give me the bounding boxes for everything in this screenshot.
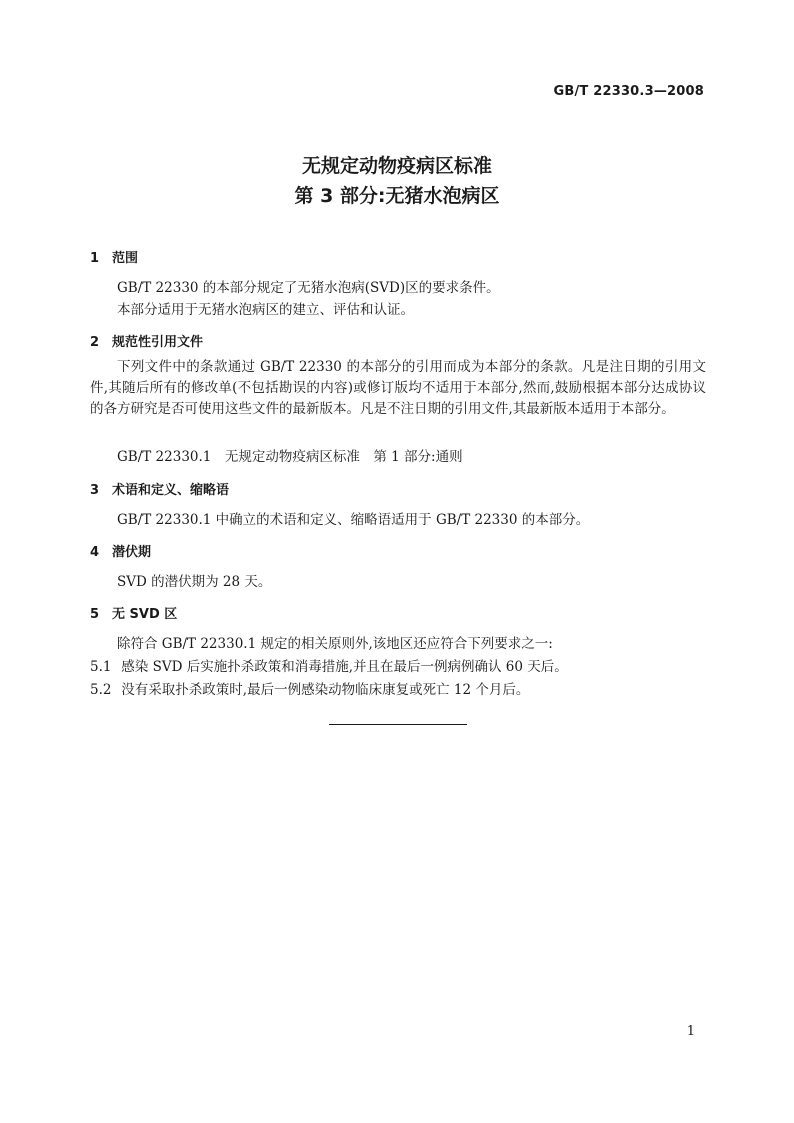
section-heading-scope (90, 247, 138, 266)
section-number: 3 (90, 483, 100, 498)
section-number: 2 (90, 335, 100, 350)
section-title: 无 SVD 区 (112, 607, 178, 622)
section-number: 1 (90, 251, 100, 266)
standard-code: GB/T 22330.3—2008 (553, 84, 704, 99)
clause-text: 没有采取扑杀政策时,最后一例感染动物临床康复或死亡 12 个月后。 (121, 682, 530, 698)
document-subtitle: 第 3 部分:无猪水泡病区 (294, 185, 500, 207)
scope-line-1: GB/T 22330 的本部分规定了无猪水泡病(SVD)区的要求条件。 (117, 280, 500, 296)
section-title: 潜伏期 (112, 545, 152, 560)
clause-number: 5.2 (90, 682, 112, 698)
section-number: 5 (90, 607, 100, 622)
normative-reference-entry: GB/T 22330.1 无规定动物疫病区标准 第 1 部分:通则 (117, 449, 463, 465)
section-title: 规范性引用文件 (112, 335, 204, 350)
section-title: 术语和定义、缩略语 (112, 483, 230, 498)
normative-references-paragraph: 下列文件中的条款通过 GB/T 22330 的本部分的引用而成为本部分的条款。凡是注日期的引用文件,其随后所有的修改单(不包括勘误的内容)或修订版均不适用于本部分,然而,鼓励根据本部分达成协议的各方研究是否可使用这些文件的最新版本。凡是不注日期的引用文件,其最新版本适用于本部分。 (90, 359, 706, 417)
clause-number: 5.1 (90, 659, 112, 675)
page-number: 1 (686, 1024, 695, 1039)
clause-text: 感染 SVD 后实施扑杀政策和消毒措施,并且在最后一例病例确认 60 天后。 (121, 659, 568, 675)
section-heading-incubation (90, 541, 151, 560)
incubation-line: SVD 的潜伏期为 28 天。 (117, 574, 272, 590)
terms-line: GB/T 22330.1 中确立的术语和定义、缩略语适用于 GB/T 22330 的本部分。 (117, 512, 590, 528)
document-title: 无规定动物疫病区标准 (301, 155, 492, 177)
section-number: 4 (90, 545, 100, 560)
svd-free-zone-intro: 除符合 GB/T 22330.1 规定的相关原则外,该地区还应符合下列要求之一: (117, 636, 553, 652)
end-rule (329, 724, 467, 725)
clause-5-2 (90, 678, 529, 698)
section-heading-terms (90, 479, 229, 498)
scope-line-2: 本部分适用于无猪水泡病区的建立、评估和认证。 (117, 302, 414, 318)
clause-5-1 (90, 655, 568, 675)
section-heading-svd-free-zone (90, 603, 177, 622)
section-title: 范围 (112, 251, 139, 266)
section-heading-normative-references (90, 331, 203, 350)
